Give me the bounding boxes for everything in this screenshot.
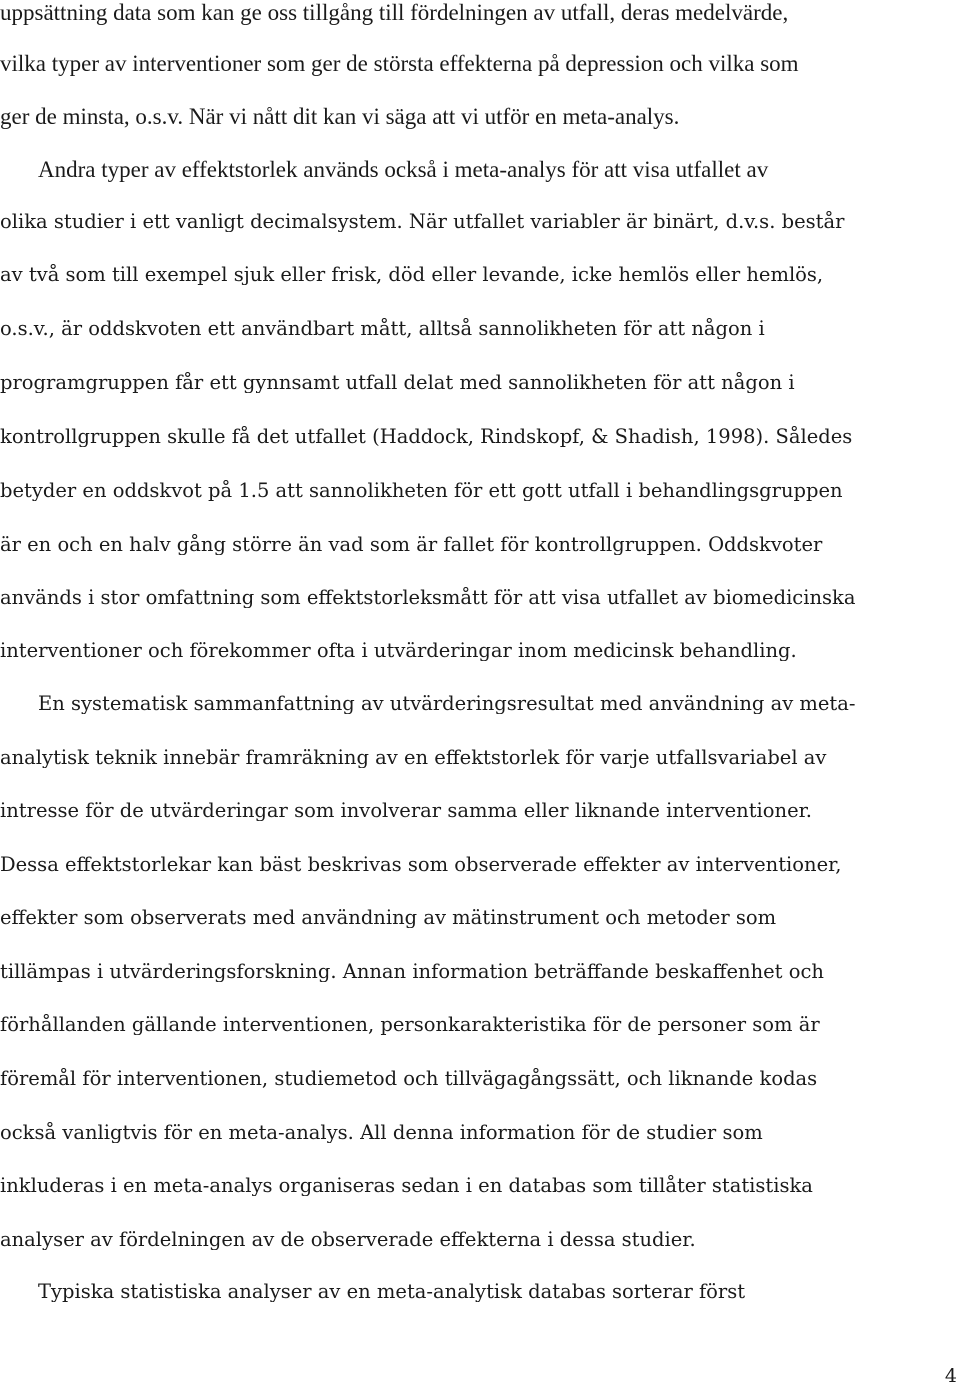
text-line: tillämpas i utvärderingsforskning. Annan information beträffande beskaffenhet och (0, 961, 824, 983)
text-line: programgruppen får ett gynnsamt utfall delat med sannolikheten för att någon i (0, 372, 795, 394)
text-line: används i stor omfattning som effektstorleksmått för att visa utfallet av biomedicinska (0, 587, 856, 609)
text-line: intresse för de utvärderingar som involverar samma eller liknande interventioner. (0, 800, 812, 822)
text-line: olika studier i ett vanligt decimalsystem. När utfallet variabler är binärt, d.v.s. består (0, 211, 845, 233)
text-line: förhållanden gällande interventionen, personkarakteristika för de personer som är (0, 1014, 820, 1036)
text-line: Typiska statistiska analyser av en meta-analytisk databas sorterar först (38, 1281, 746, 1303)
text-line: Andra typer av effektstorlek används också i meta-analys för att visa utfallet av (38, 157, 769, 182)
text-line: analytisk teknik innebär framräkning av en effektstorlek för varje utfallsvariabel av (0, 747, 827, 769)
text-line: uppsättning data som kan ge oss tillgång till fördelningen av utfall, deras medelvärde, (0, 0, 789, 25)
text-line: kontrollgruppen skulle få det utfallet (Haddock, Rindskopf, & Shadish, 1998). Således (0, 426, 853, 448)
text-line: ger de minsta, o.s.v. När vi nått dit kan vi säga att vi utför en meta-analys. (0, 104, 680, 129)
text-line: analyser av fördelningen av de observerade effekterna i dessa studier. (0, 1229, 696, 1251)
text-line: av två som till exempel sjuk eller frisk, död eller levande, icke hemlös eller hemlös, (0, 264, 824, 286)
text-line: Dessa effektstorlekar kan bäst beskrivas som observerade effekter av interventioner, (0, 854, 842, 876)
text-line: interventioner och förekommer ofta i utvärderingar inom medicinsk behandling. (0, 640, 797, 662)
text-line: inkluderas i en meta-analys organiseras sedan i en databas som tillåter statistiska (0, 1175, 813, 1197)
text-line: vilka typer av interventioner som ger de största effekterna på depression och vilka som (0, 51, 799, 76)
text-line: o.s.v., är oddskvoten ett användbart mått, alltså sannolikheten för att någon i (0, 318, 765, 340)
text-line: effekter som observerats med användning av mätinstrument och metoder som (0, 907, 777, 929)
text-line: föremål för interventionen, studiemetod och tillvägagångssätt, och liknande kodas (0, 1068, 818, 1090)
text-line: är en och en halv gång större än vad som är fallet för kontrollgruppen. Oddskvoter (0, 534, 823, 556)
text-line: En systematisk sammanfattning av utvärderingsresultat med användning av meta- (38, 693, 856, 715)
page-number: 4 (944, 1365, 957, 1387)
text-line: betyder en oddskvot på 1.5 att sannolikheten för ett gott utfall i behandlingsgruppen (0, 480, 843, 502)
text-line: också vanligtvis för en meta-analys. All denna information för de studier som (0, 1122, 763, 1144)
